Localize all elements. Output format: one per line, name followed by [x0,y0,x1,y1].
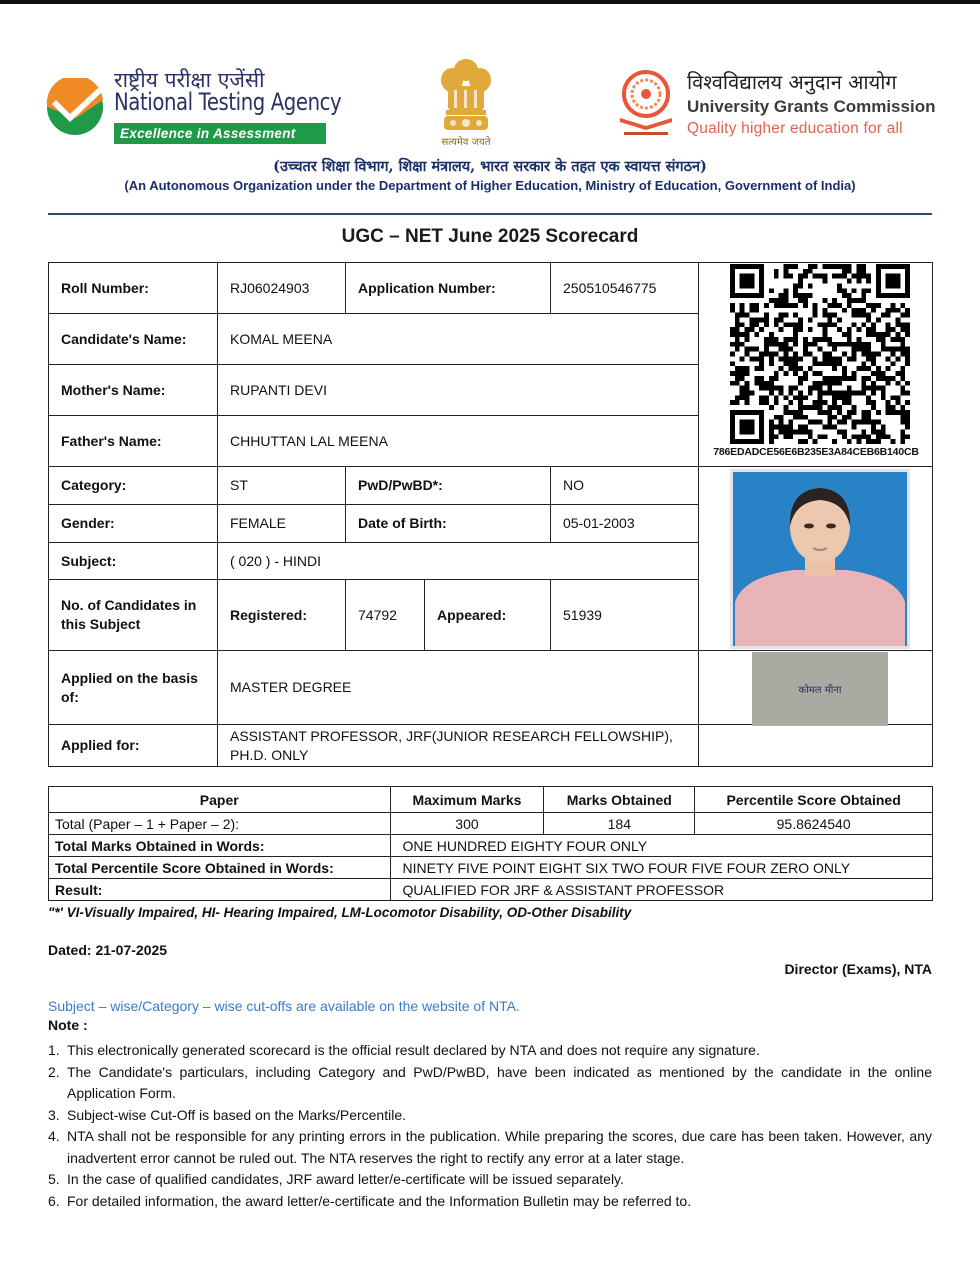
list-item [48,1040,932,1062]
result-value: QUALIFIED FOR JRF & ASSISTANT PROFESSOR [390,879,932,901]
candidates-count-label: No. of Candidates in this Subject [49,580,218,651]
note-number: 1. [48,1042,60,1058]
ugc-english-name: University Grants Commission [687,97,936,116]
basis-label: Applied on the basis of: [49,651,218,725]
ugc-wheel-icon [612,68,680,138]
signatory: Director (Exams), NTA [784,961,932,977]
candidate-photo [730,469,910,649]
table-row [49,813,933,835]
nta-logo [46,66,342,146]
appeared-value: 51939 [551,580,699,651]
marks-words-label: Total Marks Obtained in Words: [49,835,391,857]
list-item [48,1062,932,1105]
list-item [48,1126,932,1169]
note-text: This electronically generated scorecard is the official result declared by NTA and does not require any signature. [67,1042,760,1058]
col-header-max-marks: Maximum Marks [390,787,544,813]
gender-value: FEMALE [218,505,346,543]
table-row [49,857,933,879]
org-subtitle-hindi: (उच्चतर शिक्षा विभाग, शिक्षा मंत्रालय, भारत सरकार के तहत एक स्वायत्त संगठन) [273,158,707,175]
list-item [48,1191,932,1213]
application-number-value: 250510546775 [551,263,699,314]
lion-capital-icon [428,56,504,134]
percentile-value: 95.8624540 [695,813,933,835]
note-text: In the case of qualified candidates, JRF award letter/e-certificate will be issued separately. [67,1171,624,1187]
dated: Dated: 21-07-2025 [48,942,168,958]
ugc-logo [612,64,938,144]
max-marks-value: 300 [390,813,544,835]
note-text: The Candidate's particulars, including Category and PwD/PwBD, have been indicated as mentioned by the candidate in the online Application Form. [67,1063,932,1101]
total-paper-label: Total (Paper – 1 + Paper – 2): [49,813,391,835]
applied-for-value: ASSISTANT PROFESSOR, JRF(JUNIOR RESEARCH FELLOWSHIP), PH.D. ONLY [218,725,699,766]
ugc-hindi-name: विश्वविद्यालय अनुदान आयोग [687,70,897,94]
application-number-label: Application Number: [346,263,551,314]
col-header-marks-obtained: Marks Obtained [544,787,695,813]
dob-value: 05-01-2003 [551,505,699,543]
emblem-motto: सत्यमेव जयते [441,137,491,148]
candidate-name-label: Candidate's Name: [49,314,218,365]
header-divider [48,213,932,215]
percentile-words-label: Total Percentile Score Obtained in Words: [49,857,391,879]
cutoff-link[interactable]: Subject – wise/Category – wise cut-offs are available on the website of NTA. [48,998,520,1014]
notes-list [48,1040,932,1212]
page-title: UGC – NET June 2025 Scorecard [341,226,639,247]
registered-label: Registered: [218,580,346,651]
note-heading: Note : [48,1017,88,1033]
marks-words-value: ONE HUNDRED EIGHTY FOUR ONLY [390,835,932,857]
pwd-label: PwD/PwBD*: [346,467,551,505]
col-header-paper: Paper [49,787,391,813]
dob-label: Date of Birth: [346,505,551,543]
nta-tagline: Excellence in Assessment [114,123,326,144]
ugc-tagline: Quality higher education for all [687,120,903,137]
basis-value: MASTER DEGREE [218,651,699,725]
nta-english-name: National Testing Agency [114,88,342,116]
marks-obtained-value: 184 [544,813,695,835]
father-name-label: Father's Name: [49,416,218,467]
note-number: 2. [48,1063,60,1080]
marks-table [48,786,933,901]
marks-header-row [49,787,933,813]
note-text: For detailed information, the award letter/e-certificate and the Information Bulletin may be referred to. [67,1192,692,1209]
note-number: 4. [48,1128,60,1144]
table-row [49,835,933,857]
pwd-value: NO [551,467,699,505]
note-text: Subject-wise Cut-Off is based on the Marks/Percentile. [67,1106,407,1123]
candidate-signature: कोमल मीना [752,652,888,726]
roll-number-value: RJ06024903 [218,263,346,314]
org-subtitle-english: (An Autonomous Organization under the Department of Higher Education, Ministry of Education, Government of India) [124,178,856,193]
qr-code[interactable] [730,264,910,444]
list-item [48,1105,932,1127]
note-text: NTA shall not be responsible for any printing errors in the publication. While preparing the scores, due care has been taken. However, any inadvertent error cannot be ruled out. The NTA reserves the right to rectify any error at a later stage. [67,1128,932,1166]
subject-value: ( 020 ) - HINDI [218,543,699,580]
mother-name-label: Mother's Name: [49,365,218,416]
list-item [48,1169,932,1191]
note-number: 5. [48,1171,60,1187]
subject-label: Subject: [49,543,218,580]
candidate-name-value: KOMAL MEENA [218,314,699,365]
disability-footnote: "*' VI-Visually Impaired, HI- Hearing Impaired, LM-Locomotor Disability, OD-Other Disability [48,905,632,920]
nta-check-icon [46,78,104,136]
qr-code-text: 786EDADCE56E6B235E3A84CEB6B140CB [713,446,919,458]
gender-label: Gender: [49,505,218,543]
person-photo-icon [733,472,907,646]
roll-number-label: Roll Number: [49,263,218,314]
top-border [0,0,980,4]
applied-for-label: Applied for: [49,725,218,766]
result-label: Result: [49,879,391,901]
empty-cell [699,725,932,766]
mother-name-value: RUPANTI DEVI [218,365,699,416]
note-number: 3. [48,1106,60,1123]
category-label: Category: [49,467,218,505]
national-emblem [428,56,504,148]
father-name-value: CHHUTTAN LAL MEENA [218,416,699,467]
note-number: 6. [48,1192,60,1209]
table-row [49,879,933,901]
appeared-label: Appeared: [425,580,551,651]
registered-value: 74792 [346,580,425,651]
percentile-words-value: NINETY FIVE POINT EIGHT SIX TWO FOUR FIVE FOUR ZERO ONLY [390,857,932,879]
category-value: ST [218,467,346,505]
col-header-percentile: Percentile Score Obtained [695,787,933,813]
nta-hindi-name: राष्ट्रीय परीक्षा एजेंसी [114,68,265,92]
